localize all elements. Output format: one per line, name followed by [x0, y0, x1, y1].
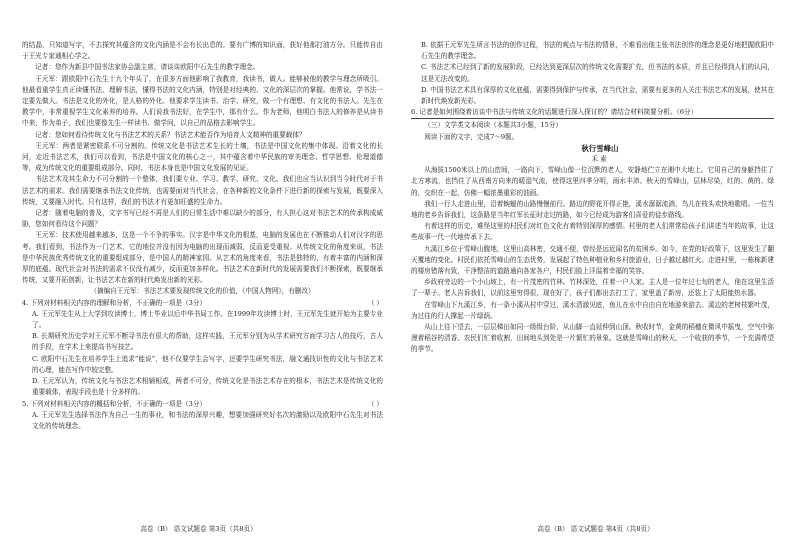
option-c: C. 书法艺术已经到了新的发展阶段，已经达到更深层次的传统文化需要扩充，但书法的本质，并且已经得到人们的认同，这是无法改变的。 — [421, 63, 774, 83]
option-d: D. 中国书法艺术具有深厚的文化底蕴，需要得到保护与传承，在当代社会，需要有更多的人关注书法艺术的发展，使其在新时代焕发新光彩。 — [421, 85, 774, 106]
paragraph: 王元军：跟欧阳中石先生十九个年头了，在很多方面他影响了我教育，我读书，做人。能够被他的教学与理念所吸引。他最看重学生真正读懂书法、理解书法，懂得书法的文化内涵，特别是对经典的、文化的深层次的掌握。他常说，学书法一定要先做人。书法是文化的外化，是人格的外化。他要求学生读书、治学、研究，做一个有理想、有文化的书法人。先生在教学中，非常重视学生文化素养的培养。人们说我书法好，在学生中，那有什么。作为老师，他明白书法人的修养是从读书中来，作为弟子，我们也要像先生一样读书、做学问，以自己的品格去影响学生。 — [22, 74, 383, 128]
paragraph: 记者：随着电脑的普及，文字书写已经不再是人们的日常生活中难以缺少的部分，有人担心这对书法艺术的传承构成威胁，您如何看待这个问题？ — [22, 209, 383, 229]
option-a: A. 王元军先生从上大学到攻读博士，博士毕业以后中华书局工作。在1999年攻读博士时，王元军先生就开始为主要专业了。 — [32, 309, 383, 330]
paragraph: 书法艺术及其生命力不可分割的一个整体，我们要专业、学习、教学、研究、文化。我们也应当认识到当今时代对于书法艺术的需求。我们需要继承书法文化传统，也需要面对当代社会，在各种新的文化条件下进行新的探索与发展，既要深入传统，又要融入时代。只有这样，我们的书法才有更加旺盛的生命力。 — [22, 175, 383, 206]
story-paragraph: 从海拔1500米以上的山峦间，一路向下，雪峰山像一位沉默的老人，安静地伫立在湘中大地上。它用自己的身躯挡住了北方寒流，也挡住了从西南方向来的暖湿气流，使得这里四季分明，雨水丰沛。秋天的雪峰山，层林尽染，红的、黄的、绿的，交织在一起，仿佛一幅浓墨重彩的油画。 — [411, 166, 774, 197]
source-citation: （摘编自王元军：书法艺术要发现传统文化的价值，《中国人物网》，有删改） — [90, 287, 315, 296]
question-6: 6. 记者是如何围绕着访谈中书法与传统文化的话题进行深入探讨的？请结合材料简要分析。（6分） — [411, 108, 698, 117]
page-footer: 高卷（B） 语文试题卷 第4页（共8页） — [537, 525, 654, 533]
question-4 — [22, 298, 383, 309]
paragraph: 王元军：两者是紧密联系不可分割的。传统文化是书法艺术生长的土壤，书法是中国文化的集中体现。沿着文化的长河，走近书法艺术，我们可以看到，书法是中国文化的核心之一，其中蕴含着中华民族的审美理念、哲学思想、伦理道德等，成为传统文化的重要组成部分。同时，书法本身也是中国文化发展的见证。 — [22, 141, 383, 173]
story-title: 秋行雪峰山 — [581, 143, 619, 153]
story-paragraph: 九溪江乡位于雪峰山腹地，这里山高林密，交通不便，曾经是远近闻名的贫困乡。如今，在党的好政策下，这里发生了翻天覆地的变化。村民们依托雪峰山的生态优势，发展起了特色种植业和乡村旅游业，日子越过越红火。走进村里，一栋栋新建的楼房错落有致，干净整洁的道路通向各家各户，村民们脸上洋溢着幸福的笑容。 — [411, 244, 774, 276]
answer-blank: （ ） — [367, 399, 383, 408]
story-paragraph: 在雪峰山下九溪江乡，有一条小溪从村中穿过，溪水清澈见底，鱼儿在水中自由自在地游来游去。溪边的老树枝繁叶茂，为过往的行人撑起一片绿荫。 — [411, 300, 774, 320]
story-paragraph: 乡政府旁边的一个小山坡上，有一片茂密的竹林。竹林深处，住着一户人家。主人是一位年过七旬的老人，他在这里生活了一辈子。老人告诉我们，以前这里穷得很，现在好了，孩子们都出去打工了，家里盖了新房，还装上了太阳能热水器。 — [411, 278, 774, 298]
section-heading: （三）文学类文本阅读（本题共3小题，15分） — [411, 118, 774, 131]
paragraph: 记者：您如何看待传统文化与书法艺术的关系？书法艺术能否作为培育人文精神的重要载体？ — [35, 130, 306, 139]
story-paragraph: 我们一行人走进山里，沿着蜿蜒的山路慢慢前行。路边的野花开得正艳，溪水潺潺流淌，鸟儿在枝头欢快地歌唱。一位当地的老乡告诉我们，这条路是当年红军长征时走过的路，如今已经成为游客们喜爱的徒步路线。 — [411, 199, 774, 220]
option-c: C. 欧阳中石先生在培养学生上追求“能说”，他不仅要学生会写字，还要学生研究书法，融文通技识性的文化与书法艺术的心理，能在写作中较完整。 — [32, 354, 383, 374]
left-column — [22, 40, 383, 432]
question-stem: 5. 下列对材料相关内容的概括和分析，不正确的一项是（3分） — [22, 399, 207, 408]
paragraph: 王元军：技术使用越来越多，这是一个不争的事实。汉字是中华文化的根基，电脑的发展也在不断推动人们对汉字的思考。我们看到，书法作为一门艺术，它的地位并没有因为电脑的出现而减弱，反而更受重视。从传统文化的角度来说，书法是中华民族优秀传统文化的重要组成部分，是中国人的精神家园。从艺术的角度来看，书法是独特的，有着丰富的内涵和深厚的底蕴。现代社会对书法的需求不仅没有减少，反而更加多样化。书法艺术在新时代的发展需要我们不断探索，既要继承传统，又要开拓创新，让书法艺术在新的时代焕发出新的光彩。 — [22, 231, 383, 285]
right-page — [397, 0, 794, 543]
story-paragraph: 从山上往下望去，一层层梯田如同一级级台阶，从山脚一直延伸到山顶。秋收时节，金黄的稻穗在微风中摇曳，空气中弥漫着稻谷的清香。农民们忙着收割，田间地头到处是一片繁忙的景象。这就是雪峰山的秋天，一个收获的季节，一个充满希望的季节。 — [411, 323, 774, 354]
paragraph: 记者：您作为新县中国书法家协会副主席，请谈谈欧阳中石先生的教学理念。 — [35, 63, 260, 72]
instruction: 阅读下面的文字，完成7～9题。 — [424, 132, 519, 141]
page-footer: 高卷（B） 语文试题卷 第3页（共8页） — [140, 525, 257, 533]
option-b: B. 长期研究历史学对王元军不断寻书法有很大的帮助，这样实践，王元军分别为从学术研究方面学习古人的技巧，古人的手段，在学术上来提高书写技艺。 — [32, 332, 383, 352]
question-5 — [22, 399, 383, 410]
answer-blank: （ ） — [367, 298, 383, 307]
option-d: D. 王元军认为，传统文化与书法艺术相辅相成，两者不可分，传统文化是书法艺术存在的根本，书法艺术是传统文化的重要载体，表现手段也是十分多样的。 — [32, 377, 383, 397]
paragraph: 的结晶，只知道写字，不去探究其蕴含的文化内涵是不会有长出息的。要有广博的知识面，获好他那打油方分。只能传自由于王光专家通相心学之。 — [22, 41, 383, 61]
story-author: 禾 素 — [591, 155, 607, 164]
question-stem: 4. 下列对材料相关内容的理解和分析，不正确的一项是（3分） — [22, 298, 207, 307]
story-paragraph: 有着这样的历史，难怪这里的村民们对红色文化有着特别深厚的感情。村里的老人们常常给孩子们讲述当年的故事，让这些故事一代一代地传承下去。 — [411, 222, 774, 242]
option-a: A. 王元军先生选择书法作为自己一生的事业，和书法的深厚兴趣，想要加强研究好名次的激励以及欧阳中石先生对书法文化的传统理念。 — [32, 410, 383, 430]
option-b: B. 依据王元军先生所言书法的创作过程，书法的观点与书法的情景，不难看出他主张书法创作的理念是更好地把握欧阳中石先生的教学理念。 — [421, 41, 774, 61]
right-column — [411, 40, 774, 356]
